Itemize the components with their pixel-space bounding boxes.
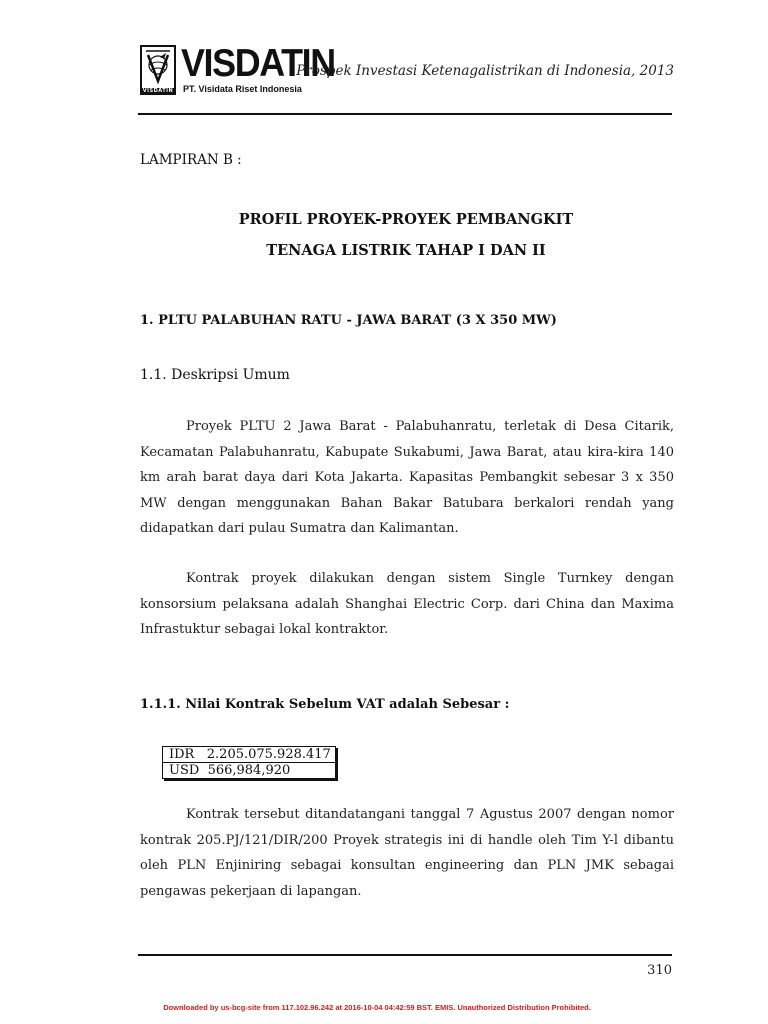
paragraph-contract: Kontrak proyek dilakukan dengan sistem Single Turnkey dengan konsorsium pelaksana adalah Shanghai Electric Corp. dari China dan Maxima Infrastuktur sebagai lokal kontraktor. [140,571,674,637]
document-title: Prospek Investasi Ketenagalistrikan di Indonesia, 2013 [296,63,674,79]
download-notice: Downloaded by us-bcg-site from 117.102.96.242 at 2016-10-04 04:42:59 BST. EMIS. Unauthorized Distribution Prohibited. [163,1003,591,1012]
section-heading-1-1: 1.1. Deskripsi Umum [140,367,290,383]
logo-globe-icon [142,47,174,87]
page-number: 310 [647,963,672,978]
amount-value: 566,984,920 [207,763,291,778]
paragraph-signing: Kontrak tersebut ditandatangani tanggal 7 Agustus 2007 dengan nomor kontrak 205.PJ/121/DIR/200 Proyek strategis ini di handle oleh Tim Y-l dibantu oleh PLN Enjiniring sebagai konsultan engineering dan PLN JMK sebagai pengawas pekerjaan di lapangan. [140,807,674,899]
logo-mark-text: VISDATIN [140,88,176,95]
section-heading-1-1-1: 1.1.1. Nilai Kontrak Sebelum VAT adalah Sebesar : [140,697,510,712]
table-cell [163,763,336,779]
page-title [140,204,672,266]
paragraph-description: Proyek PLTU 2 Jawa Barat - Palabuhanratu, terletak di Desa Citarik, Kecamatan Palabuhanratu, Kabupate Sukabumi, Jawa Barat, atau kira-kira 140 km arah barat daya dari Kota Jakarta. Kapasitas Pembangkit sebesar 3 x 350 MW dengan menggunakan Bahan Bakar Batubara berkalori rendah yang didapatkan dari pulau Sumatra dan Kalimantan. [140,419,674,536]
section-heading-1: 1. PLTU PALABUHAN RATU - JAWA BARAT (3 X 350 MW) [140,313,557,328]
currency-label: USD [169,763,200,778]
table-row [163,747,336,763]
appendix-label: LAMPIRAN B : [140,152,242,168]
page-title-line-2: TENAGA LISTRIK TAHAP I DAN II [266,242,546,259]
logo-wordmark: VISDATIN [181,42,335,85]
logo-company-name: PT. Visidata Riset Indonesia [183,84,302,94]
currency-label: IDR [169,747,195,762]
page-title-line-1: PROFIL PROYEK-PROYEK PEMBANGKIT [238,211,574,228]
table-row [163,763,336,779]
table-cell [163,747,336,763]
contract-value-table [162,746,336,779]
footer-divider [138,954,672,956]
amount-value: 2.205.075.928.417 [206,747,331,762]
header-divider [138,113,672,115]
